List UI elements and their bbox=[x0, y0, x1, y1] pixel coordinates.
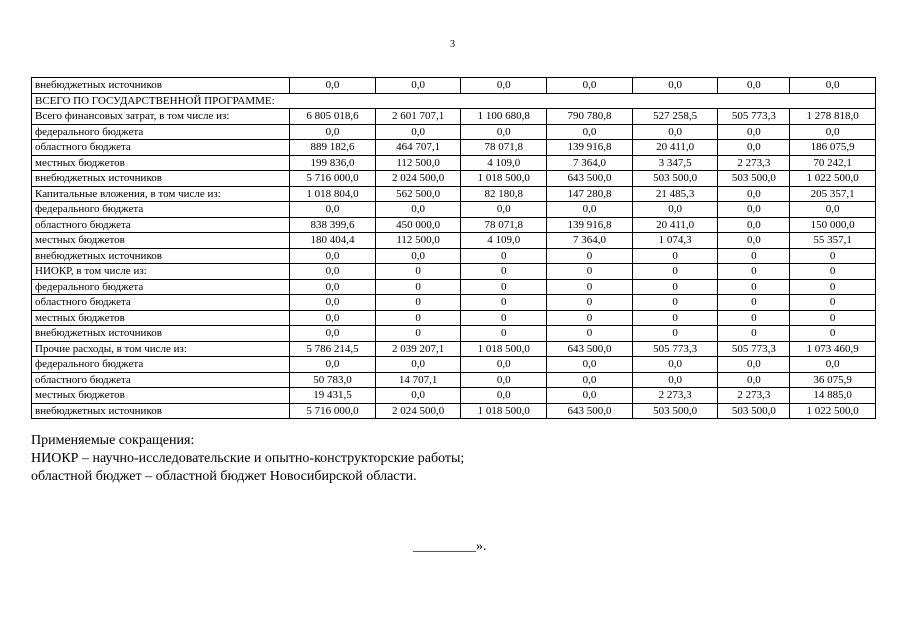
value-cell: 505 773,3 bbox=[718, 341, 790, 357]
value-cell: 14 885,0 bbox=[790, 388, 876, 404]
value-cell: 20 411,0 bbox=[632, 140, 718, 156]
value-cell: 21 485,3 bbox=[632, 186, 718, 202]
value-cell: 0,0 bbox=[375, 388, 461, 404]
value-cell: 0,0 bbox=[632, 78, 718, 94]
value-cell: 0,0 bbox=[718, 124, 790, 140]
table-row bbox=[32, 295, 876, 311]
value-cell: 2 273,3 bbox=[632, 388, 718, 404]
value-cell: 0 bbox=[461, 248, 547, 264]
value-cell: 2 024 500,0 bbox=[375, 403, 461, 419]
value-cell: 0,0 bbox=[632, 357, 718, 373]
value-cell: 0,0 bbox=[290, 295, 376, 311]
value-cell: 0 bbox=[632, 248, 718, 264]
value-cell: 0 bbox=[790, 326, 876, 342]
table-row bbox=[32, 155, 876, 171]
value-cell: 112 500,0 bbox=[375, 155, 461, 171]
value-cell: 0 bbox=[547, 264, 633, 280]
value-cell: 0,0 bbox=[461, 78, 547, 94]
value-cell: 2 024 500,0 bbox=[375, 171, 461, 187]
value-cell: 527 258,5 bbox=[632, 109, 718, 125]
value-cell: 19 431,5 bbox=[290, 388, 376, 404]
row-label: местных бюджетов bbox=[32, 388, 290, 404]
value-cell: 1 278 818,0 bbox=[790, 109, 876, 125]
value-cell: 0 bbox=[375, 326, 461, 342]
row-label: Капитальные вложения, в том числе из: bbox=[32, 186, 290, 202]
value-cell: 0 bbox=[375, 279, 461, 295]
value-cell: 0,0 bbox=[547, 78, 633, 94]
row-label: НИОКР, в том числе из: bbox=[32, 264, 290, 280]
value-cell: 0 bbox=[632, 326, 718, 342]
value-cell: 562 500,0 bbox=[375, 186, 461, 202]
value-cell: 2 601 707,1 bbox=[375, 109, 461, 125]
value-cell: 0,0 bbox=[790, 357, 876, 373]
row-label: Прочие расходы, в том числе из: bbox=[32, 341, 290, 357]
table-row bbox=[32, 78, 876, 94]
value-cell: 0,0 bbox=[547, 372, 633, 388]
value-cell: 0 bbox=[632, 279, 718, 295]
value-cell: 505 773,3 bbox=[632, 341, 718, 357]
row-label: внебюджетных источников bbox=[32, 78, 290, 94]
value-cell: 1 018 500,0 bbox=[461, 341, 547, 357]
value-cell: 82 180,8 bbox=[461, 186, 547, 202]
table-row bbox=[32, 140, 876, 156]
value-cell: 0,0 bbox=[790, 202, 876, 218]
table-row bbox=[32, 233, 876, 249]
value-cell: 0,0 bbox=[290, 279, 376, 295]
row-label: федерального бюджета bbox=[32, 357, 290, 373]
value-cell: 1 022 500,0 bbox=[790, 403, 876, 419]
row-label: областного бюджета bbox=[32, 295, 290, 311]
closing-mark: _________». bbox=[413, 539, 487, 554]
value-cell: 0,0 bbox=[632, 124, 718, 140]
note-line: областной бюджет – областной бюджет Новосибирской области. bbox=[31, 469, 417, 484]
value-cell: 6 805 018,6 bbox=[290, 109, 376, 125]
notes-heading: Применяемые сокращения: bbox=[31, 433, 195, 448]
value-cell: 0,0 bbox=[290, 326, 376, 342]
value-cell: 0 bbox=[790, 310, 876, 326]
value-cell: 0,0 bbox=[461, 124, 547, 140]
value-cell: 0,0 bbox=[790, 78, 876, 94]
value-cell: 889 182,6 bbox=[290, 140, 376, 156]
value-cell: 0 bbox=[461, 326, 547, 342]
row-label: внебюджетных источников bbox=[32, 248, 290, 264]
value-cell: 0 bbox=[718, 326, 790, 342]
table-row bbox=[32, 171, 876, 187]
value-cell: 50 783,0 bbox=[290, 372, 376, 388]
value-cell: 139 916,8 bbox=[547, 217, 633, 233]
value-cell: 0 bbox=[461, 295, 547, 311]
value-cell: 0 bbox=[718, 279, 790, 295]
value-cell: 503 500,0 bbox=[718, 171, 790, 187]
value-cell: 199 836,0 bbox=[290, 155, 376, 171]
value-cell: 7 364,0 bbox=[547, 155, 633, 171]
value-cell: 0,0 bbox=[461, 388, 547, 404]
value-cell: 0,0 bbox=[718, 357, 790, 373]
value-cell: 0,0 bbox=[290, 264, 376, 280]
value-cell: 0 bbox=[375, 264, 461, 280]
value-cell: 0,0 bbox=[790, 124, 876, 140]
value-cell: 0 bbox=[461, 310, 547, 326]
value-cell: 0 bbox=[718, 295, 790, 311]
value-cell: 1 100 680,8 bbox=[461, 109, 547, 125]
value-cell: 464 707,1 bbox=[375, 140, 461, 156]
table-row bbox=[32, 109, 876, 125]
value-cell: 0 bbox=[718, 264, 790, 280]
value-cell: 1 074,3 bbox=[632, 233, 718, 249]
table-row bbox=[32, 326, 876, 342]
value-cell: 7 364,0 bbox=[547, 233, 633, 249]
value-cell: 0 bbox=[375, 310, 461, 326]
value-cell: 0,0 bbox=[290, 78, 376, 94]
row-label: Всего финансовых затрат, в том числе из: bbox=[32, 109, 290, 125]
value-cell: 0 bbox=[790, 295, 876, 311]
table-row bbox=[32, 388, 876, 404]
value-cell: 643 500,0 bbox=[547, 341, 633, 357]
value-cell: 0,0 bbox=[290, 357, 376, 373]
value-cell: 2 273,3 bbox=[718, 388, 790, 404]
value-cell: 1 073 460,9 bbox=[790, 341, 876, 357]
value-cell: 0,0 bbox=[375, 357, 461, 373]
row-label: местных бюджетов bbox=[32, 155, 290, 171]
value-cell: 180 404,4 bbox=[290, 233, 376, 249]
value-cell: 1 022 500,0 bbox=[790, 171, 876, 187]
value-cell: 0,0 bbox=[547, 357, 633, 373]
table-row bbox=[32, 217, 876, 233]
value-cell: 20 411,0 bbox=[632, 217, 718, 233]
value-cell: 4 109,0 bbox=[461, 155, 547, 171]
value-cell: 70 242,1 bbox=[790, 155, 876, 171]
value-cell: 0,0 bbox=[718, 140, 790, 156]
value-cell: 0,0 bbox=[718, 233, 790, 249]
value-cell: 0,0 bbox=[547, 202, 633, 218]
value-cell: 36 075,9 bbox=[790, 372, 876, 388]
value-cell: 0 bbox=[718, 310, 790, 326]
value-cell: 1 018 500,0 bbox=[461, 171, 547, 187]
table-row bbox=[32, 186, 876, 202]
table-row bbox=[32, 403, 876, 419]
value-cell: 0,0 bbox=[632, 372, 718, 388]
value-cell: 0,0 bbox=[290, 124, 376, 140]
row-label: федерального бюджета bbox=[32, 279, 290, 295]
value-cell: 0 bbox=[375, 295, 461, 311]
row-label: внебюджетных источников bbox=[32, 403, 290, 419]
value-cell: 0 bbox=[547, 310, 633, 326]
value-cell: 0,0 bbox=[290, 310, 376, 326]
value-cell: 450 000,0 bbox=[375, 217, 461, 233]
value-cell: 503 500,0 bbox=[718, 403, 790, 419]
value-cell: 1 018 500,0 bbox=[461, 403, 547, 419]
value-cell: 0 bbox=[547, 248, 633, 264]
row-label: внебюджетных источников bbox=[32, 326, 290, 342]
table-row bbox=[32, 310, 876, 326]
value-cell: 139 916,8 bbox=[547, 140, 633, 156]
section-title: ВСЕГО ПО ГОСУДАРСТВЕННОЙ ПРОГРАММЕ: bbox=[32, 93, 876, 109]
value-cell: 643 500,0 bbox=[547, 403, 633, 419]
value-cell: 0,0 bbox=[461, 372, 547, 388]
value-cell: 643 500,0 bbox=[547, 171, 633, 187]
value-cell: 2 039 207,1 bbox=[375, 341, 461, 357]
value-cell: 0 bbox=[461, 279, 547, 295]
table-body bbox=[32, 78, 876, 419]
value-cell: 5 716 000,0 bbox=[290, 171, 376, 187]
table-row bbox=[32, 357, 876, 373]
value-cell: 0 bbox=[718, 248, 790, 264]
row-label: местных бюджетов bbox=[32, 310, 290, 326]
row-label: областного бюджета bbox=[32, 140, 290, 156]
row-label: федерального бюджета bbox=[32, 202, 290, 218]
value-cell: 0,0 bbox=[461, 202, 547, 218]
value-cell: 838 399,6 bbox=[290, 217, 376, 233]
table-row bbox=[32, 264, 876, 280]
table-row bbox=[32, 202, 876, 218]
value-cell: 14 707,1 bbox=[375, 372, 461, 388]
value-cell: 0,0 bbox=[290, 202, 376, 218]
table-row bbox=[32, 372, 876, 388]
value-cell: 0,0 bbox=[718, 217, 790, 233]
value-cell: 0 bbox=[632, 310, 718, 326]
table-row bbox=[32, 124, 876, 140]
value-cell: 5 786 214,5 bbox=[290, 341, 376, 357]
value-cell: 505 773,3 bbox=[718, 109, 790, 125]
value-cell: 0,0 bbox=[718, 372, 790, 388]
value-cell: 147 280,8 bbox=[547, 186, 633, 202]
value-cell: 4 109,0 bbox=[461, 233, 547, 249]
abbreviations-notes bbox=[31, 432, 464, 486]
table-row bbox=[32, 248, 876, 264]
table-row bbox=[32, 341, 876, 357]
value-cell: 55 357,1 bbox=[790, 233, 876, 249]
value-cell: 0,0 bbox=[632, 202, 718, 218]
value-cell: 0 bbox=[461, 264, 547, 280]
value-cell: 0,0 bbox=[718, 78, 790, 94]
table-row bbox=[32, 279, 876, 295]
value-cell: 0 bbox=[632, 295, 718, 311]
value-cell: 0,0 bbox=[461, 357, 547, 373]
section-row bbox=[32, 93, 876, 109]
value-cell: 0,0 bbox=[375, 202, 461, 218]
value-cell: 5 716 000,0 bbox=[290, 403, 376, 419]
value-cell: 0,0 bbox=[547, 388, 633, 404]
value-cell: 78 071,8 bbox=[461, 217, 547, 233]
value-cell: 0 bbox=[547, 326, 633, 342]
value-cell: 205 357,1 bbox=[790, 186, 876, 202]
financing-table bbox=[31, 77, 876, 419]
value-cell: 503 500,0 bbox=[632, 171, 718, 187]
value-cell: 0,0 bbox=[547, 124, 633, 140]
value-cell: 0,0 bbox=[718, 186, 790, 202]
value-cell: 2 273,3 bbox=[718, 155, 790, 171]
row-label: внебюджетных источников bbox=[32, 171, 290, 187]
value-cell: 0 bbox=[790, 264, 876, 280]
value-cell: 503 500,0 bbox=[632, 403, 718, 419]
row-label: областного бюджета bbox=[32, 372, 290, 388]
row-label: федерального бюджета bbox=[32, 124, 290, 140]
value-cell: 790 780,8 bbox=[547, 109, 633, 125]
value-cell: 0 bbox=[790, 279, 876, 295]
value-cell: 3 347,5 bbox=[632, 155, 718, 171]
value-cell: 112 500,0 bbox=[375, 233, 461, 249]
value-cell: 0 bbox=[547, 295, 633, 311]
value-cell: 78 071,8 bbox=[461, 140, 547, 156]
value-cell: 0 bbox=[790, 248, 876, 264]
value-cell: 0,0 bbox=[718, 202, 790, 218]
value-cell: 0,0 bbox=[290, 248, 376, 264]
value-cell: 1 018 804,0 bbox=[290, 186, 376, 202]
value-cell: 0,0 bbox=[375, 78, 461, 94]
note-line: НИОКР – научно-исследовательские и опытно-конструкторские работы; bbox=[31, 451, 465, 466]
value-cell: 0,0 bbox=[375, 124, 461, 140]
value-cell: 0 bbox=[547, 279, 633, 295]
page-number: 3 bbox=[450, 39, 455, 50]
value-cell: 0,0 bbox=[375, 248, 461, 264]
value-cell: 0 bbox=[632, 264, 718, 280]
value-cell: 186 075,9 bbox=[790, 140, 876, 156]
row-label: местных бюджетов bbox=[32, 233, 290, 249]
value-cell: 150 000,0 bbox=[790, 217, 876, 233]
row-label: областного бюджета bbox=[32, 217, 290, 233]
